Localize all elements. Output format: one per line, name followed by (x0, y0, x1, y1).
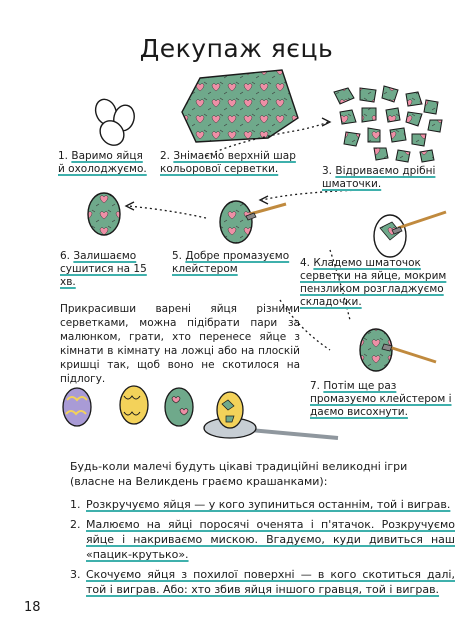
step-number: 7. (310, 380, 321, 392)
list-item-text: Розкручуємо яйця — у кого зупиниться останнім, той і виграв. (86, 498, 451, 511)
list-item (70, 567, 455, 597)
step-text: Потім ще раз промазуємо клейстером і даємо висохнути. (310, 380, 452, 418)
list-item-number: 2. (70, 518, 81, 531)
step-number: 5. (172, 250, 183, 262)
list-item (70, 517, 455, 562)
step-5 (172, 250, 297, 276)
boiled-eggs-icon (92, 96, 137, 150)
step-number: 4. (300, 257, 311, 269)
step-text: Добре промазуємо клейстером (172, 250, 290, 275)
napkin-pieces-icon (334, 86, 442, 162)
step-number: 3. (322, 165, 333, 177)
games-list (70, 497, 455, 602)
step-4 (300, 257, 458, 309)
step-text: Залишаємо сушитися на 15 хв. (60, 250, 147, 288)
step-number: 6. (60, 250, 71, 262)
step-1 (58, 150, 148, 176)
page-number: 18 (24, 600, 41, 615)
list-item-text: Малюємо на яйці поросячі оченята і п'ятачок. Розкручуємо яйце і накриваємо мискою. Вгадуємо, куди дивиться наш «пацик-крутько». (86, 518, 455, 561)
step-text: Кладемо шматочок серветки на яйце, мокрим пензликом розгладжуємо складочки. (300, 257, 447, 308)
decorated-eggs-icon (63, 386, 193, 426)
egg-final-glue-icon (360, 329, 436, 371)
step-text: Відриваємо дрібні шматочки. (322, 165, 436, 190)
step-3 (322, 165, 447, 191)
step-text: Знімаємо верхній шар кольорової серветки. (160, 150, 296, 175)
step-7 (310, 380, 455, 419)
list-item-text: Скочуємо яйця з похилої поверхні — в кого скотиться далі, той і виграв. Або: хто збив яйця іншого гравця, той і виграв. (86, 568, 455, 596)
step-number: 1. (58, 150, 69, 162)
list-item (70, 497, 455, 512)
egg-brush-icon (374, 212, 446, 257)
step-text: Варимо яйця й охолоджуємо. (58, 150, 147, 175)
step-6 (60, 250, 162, 289)
games-intro: Будь-коли малечі будуть цікаві традиційні великодні ігри (власне на Великдень граємо крашанками): (70, 460, 408, 488)
page-title: Декупаж яєць (139, 34, 334, 63)
egg-glue-icon (220, 201, 286, 243)
napkin-sheet-icon (182, 70, 298, 142)
step-2 (160, 150, 310, 176)
list-item-number: 3. (70, 568, 81, 581)
step-number: 2. (160, 150, 171, 162)
list-item-number: 1. (70, 498, 81, 511)
drying-egg-icon (88, 193, 120, 235)
tip-paragraph: Прикрасивши варені яйця різними серветками, можна підібрати пари за малюнком, грати, хто перенесе яйце з кімнати в кімнату на ложці або на плоскій кришці так, щоб воно не скотилося на підлогу. (60, 303, 300, 385)
